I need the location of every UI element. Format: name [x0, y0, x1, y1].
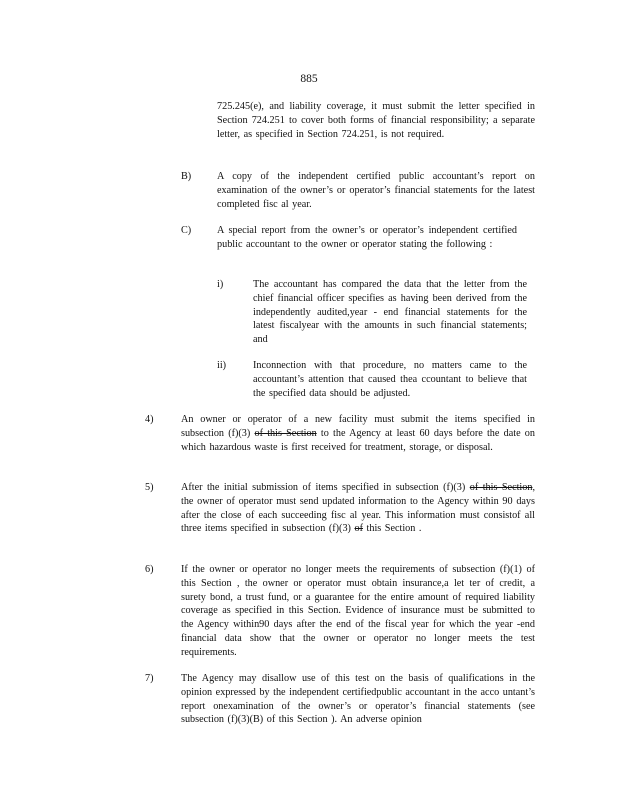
item-5-text	[181, 481, 535, 536]
item-5-text-b: , the owner of operator must send updated information to the Agency within 90 days after the close of each succeeding fisc al year. This information must consistof all three items specified in subsection (f)(3)	[181, 482, 535, 535]
page-number: 885	[300, 73, 318, 85]
item-6-marker: 6)	[145, 564, 154, 575]
item-4-text	[181, 413, 535, 454]
item-7-text: The Agency may disallow use of this test on the basis of qualifications in the opinion expressed by the independent certifiedpublic accountant in the acco untant’s report onexamination of the owner’s or operator’s financial statements (see subsection (f)(3)(B) of this Section ). An adverse opinion	[181, 673, 535, 726]
item-5-text-a: After the initial submission of items specified in subsection (f)(3)	[181, 482, 470, 493]
item-c-ii-marker: ii)	[217, 360, 227, 371]
item-4-strikethrough: of this Section	[254, 427, 317, 439]
continuation-paragraph: 725.245(e), and liability coverage, it must submit the letter specified in Section 724.251 to cover both forms of financial responsibility; a separate letter, as specified in Section 724.251, is not required.	[217, 101, 535, 140]
item-5-strikethrough-a: of this Section	[469, 482, 533, 493]
item-6-text: If the owner or operator no longer meets the requirements of subsection (f)(1) of this Section , the owner or operator must obtain insurance,a let ter of credit, a surety bond, a trust fund, or a guarantee for the entire amount of required liability coverage as specified in this Section. Evidence of insurance must be submitted to the Agency within90 days after the end of the fiscal year for which the year -end financial data show that the owner or operator no longer meets the test requirements.	[181, 564, 535, 658]
item-7-marker: 7)	[145, 673, 154, 684]
item-c-ii-text: Inconnection with that procedure, no matters came to the accountant’s attention that caused thea ccountant to believe that the specified data should be adjusted.	[253, 360, 527, 399]
item-4-marker: 4)	[145, 414, 154, 425]
item-5-text-c: this Section .	[362, 523, 422, 535]
item-4-text-b: to the Agency at least 60 days before the date on which hazardous waste is first received for treatment, storage, or disposal.	[181, 427, 535, 453]
item-c-marker: C)	[181, 225, 192, 236]
item-c-i-text: The accountant has compared the data that the letter from the chief financial officer specifies as having been derived from the independently audited,year - end financial statements for the latest fiscalyear with the amounts in such financial statements; and	[253, 279, 527, 346]
item-b-text: A copy of the independent certified public accountant’s report on examination of the owner’s or operator’s financial statements for the latest completed fisc al year.	[217, 171, 535, 210]
item-c-text: A special report from the owner’s or operator’s independent certified public accountant to the owner or operator stating the following :	[217, 225, 517, 250]
item-c-i-marker: i)	[217, 279, 224, 290]
item-5-marker: 5)	[145, 482, 154, 493]
item-4-text-a: An owner or operator of a new facility must submit the items specified in subsection (f)(3)	[181, 414, 535, 439]
item-b-marker: B)	[181, 171, 192, 182]
item-5-strikethrough-b: of	[354, 523, 363, 535]
